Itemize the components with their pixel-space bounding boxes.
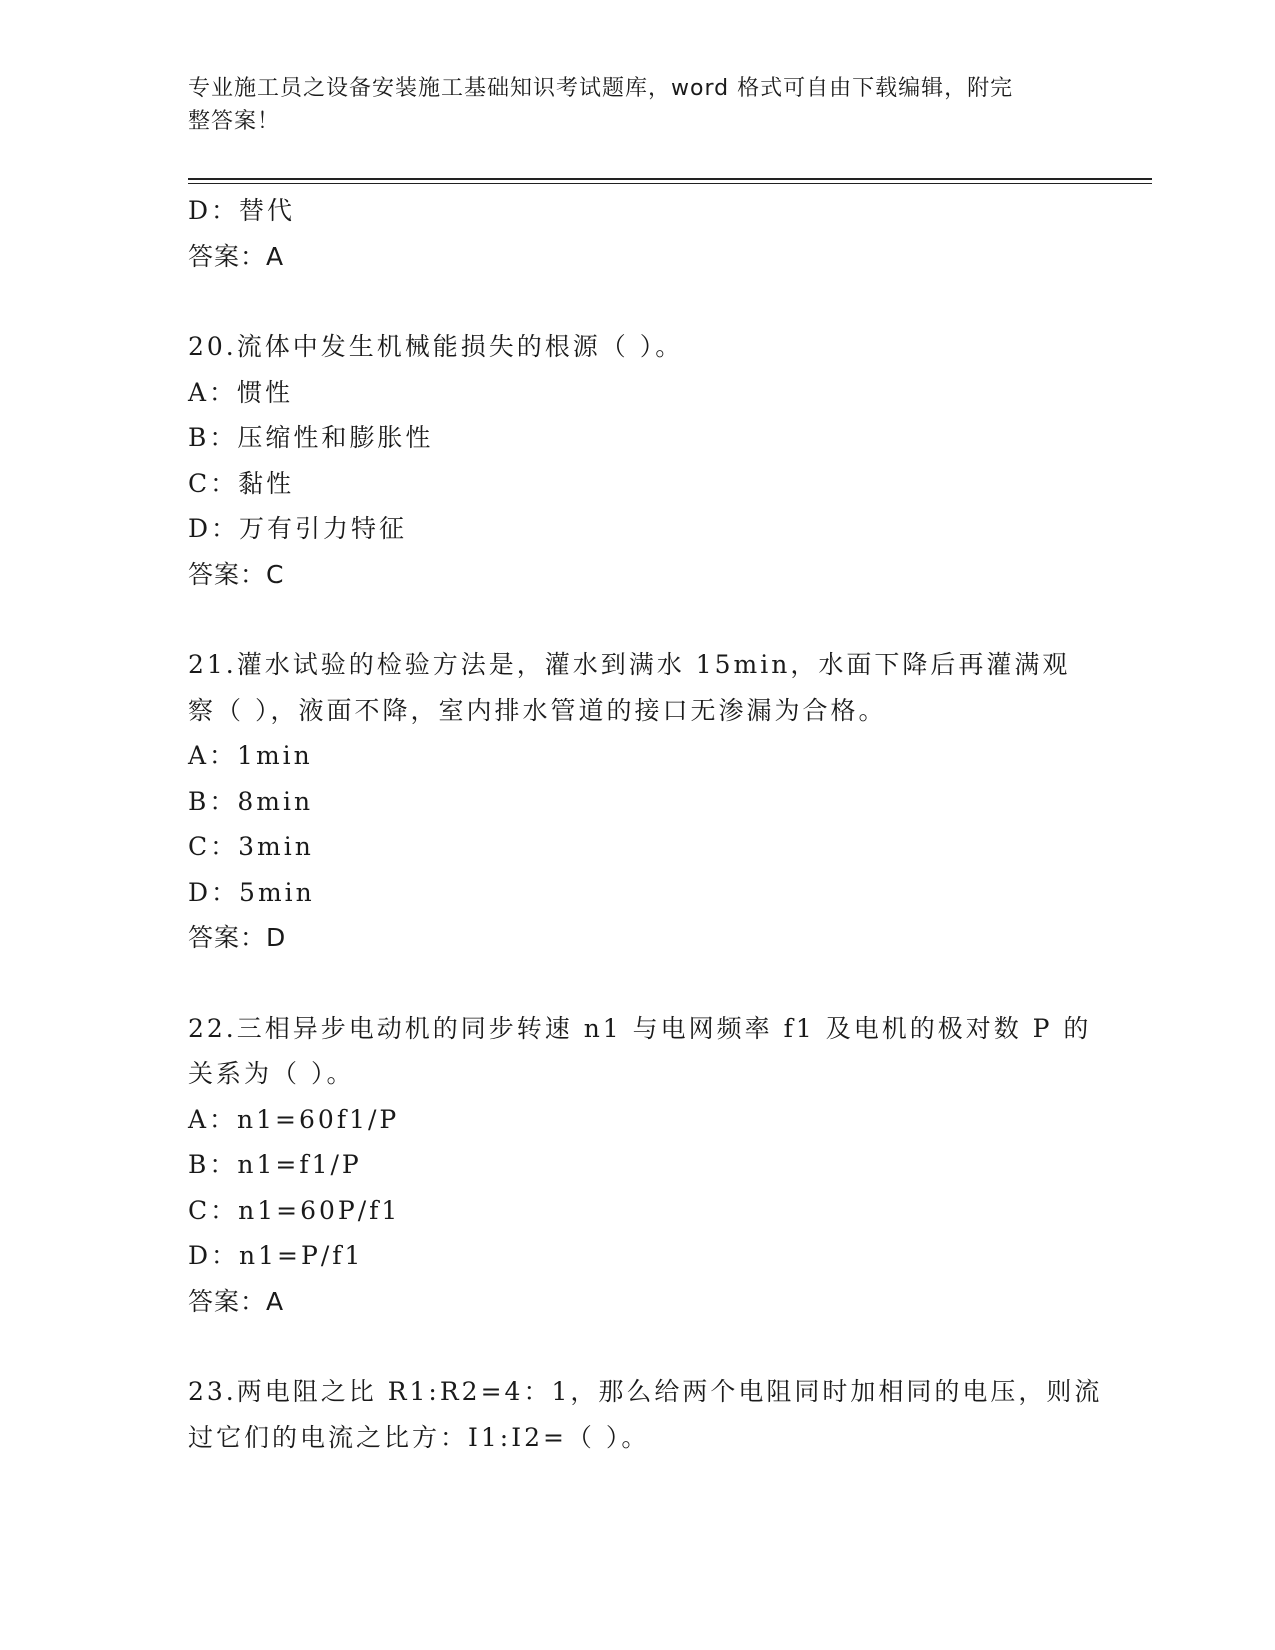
question-20	[188, 324, 1088, 597]
document-body	[188, 188, 1103, 1460]
answer-line: 答案：A	[188, 241, 285, 271]
question-23	[188, 1369, 1103, 1460]
question-22	[188, 1006, 1092, 1325]
option-b: B：n1=f1/P	[188, 1150, 362, 1179]
option-a: A：n1=60f1/P	[188, 1104, 400, 1134]
header-line-1: 专业施工员之设备安装施工基础知识考试题库，word 格式可自由下载编辑，附完	[188, 76, 1014, 101]
question-stem-continued: 察（ ），液面不降，室内排水管道的接口无渗漏为合格。	[188, 695, 887, 725]
question-stem: 22.三相异步电动机的同步转速 n1 与电网频率 f1 及电机的极对数 P 的	[188, 1013, 1092, 1043]
header-rule-thin	[188, 183, 1152, 184]
previous-question-tail	[188, 188, 1088, 279]
question-stem-continued: 关系为（ ）。	[188, 1059, 355, 1088]
question-stem: 23.两电阻之比 R1:R2=4：1，那么给两个电阻同时加相同的电压，则流	[188, 1377, 1103, 1406]
header-rule-thick	[188, 178, 1152, 180]
option-c: C：黏性	[188, 468, 295, 498]
option-a: A：惯性	[188, 377, 294, 407]
question-stem: 21.灌水试验的检验方法是，灌水到满水 15min，水面下降后再灌满观	[188, 650, 1071, 679]
answer-line: 答案：A	[188, 1286, 285, 1316]
option-d: D：n1=P/f1	[188, 1241, 364, 1270]
answer-line: 答案：C	[188, 559, 285, 589]
question-stem-continued: 过它们的电流之比方：I1:I2=（ ）。	[188, 1422, 650, 1452]
option-b: B：8min	[188, 786, 314, 816]
option-b: B：压缩性和膨胀性	[188, 423, 434, 452]
option-c: C：n1=60P/f1	[188, 1195, 401, 1225]
question-stem: 20.流体中发生机械能损失的根源（ ）。	[188, 332, 684, 361]
option-d: D：替代	[188, 196, 296, 225]
answer-line: 答案：D	[188, 923, 287, 952]
question-21	[188, 642, 1088, 961]
option-d: D：万有引力特征	[188, 514, 408, 543]
header-line-2: 整答案！	[188, 109, 281, 134]
option-c: C：3min	[188, 832, 314, 861]
option-a: A：1min	[188, 741, 313, 770]
option-d: D：5min	[188, 877, 315, 907]
page-header	[188, 72, 1068, 138]
